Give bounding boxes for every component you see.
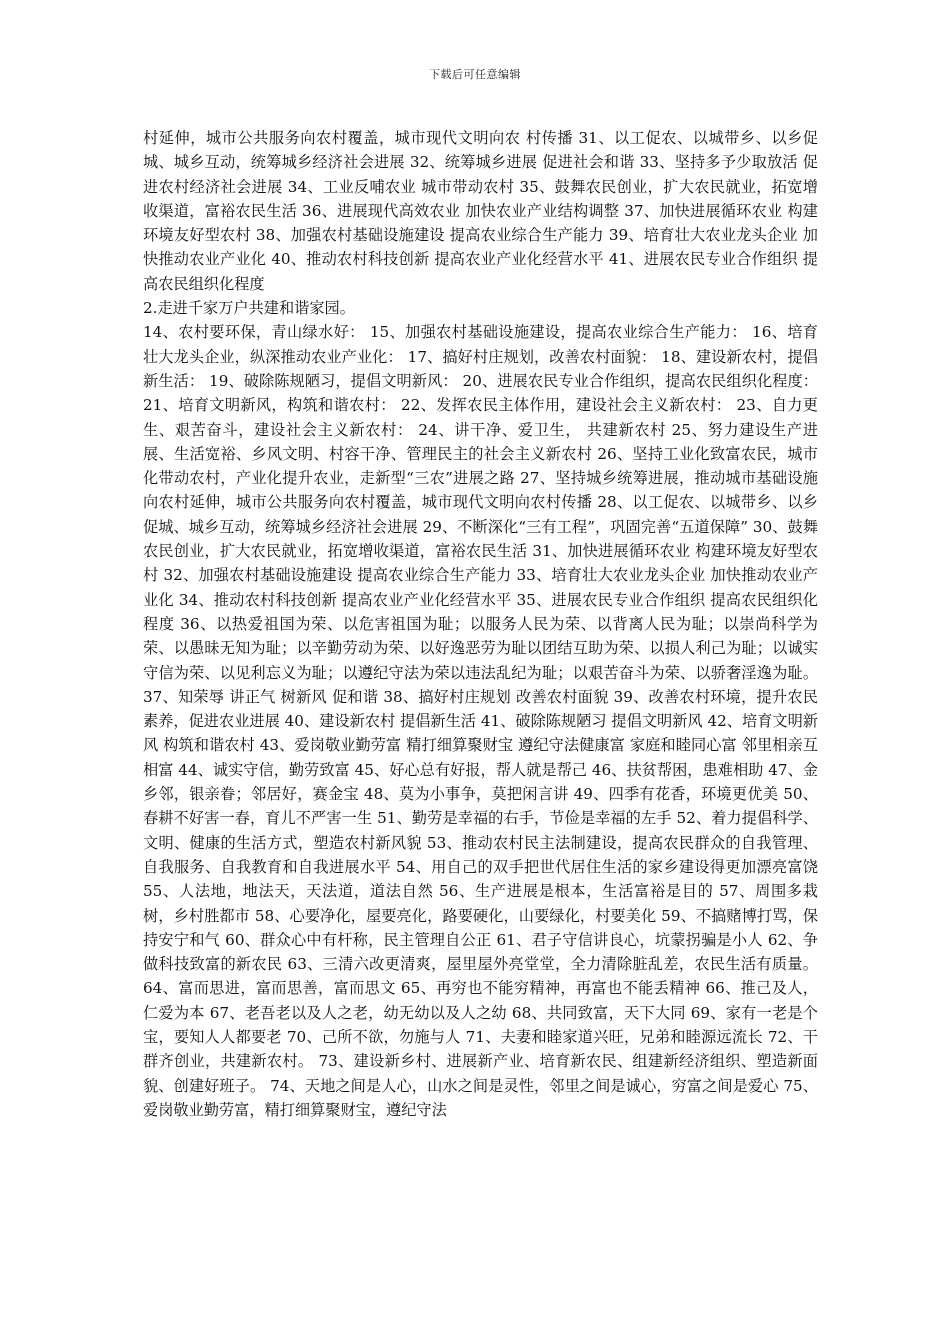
section-heading: 2.走进千家万户共建和谐家园。: [143, 299, 355, 318]
paragraph-slogans-list: 14、农村要环保，青山绿水好： 15、加强农村基础设施建设，提高农业综合生产能力： 16、培育壮大龙头企业，纵深推动农业产业化： 17、搞好村庄规划，改善农村面貌： 18、建设新农村，提倡新生活： 19、破除陈规陋习，提倡文明新风： 20、进展农民专业合作组织，提高农民组织化程度： 21、培育文明新风，构筑和谐农村： 22、发挥农民主体作用，建设社会主义新农村： 23、自力更生、艰苦奋斗，建设社会主义新农村： 24、讲干净、爱卫生， 共建新农村 25、努力建设生产进展、生活宽裕、乡风文明、村容干净、管理民主的社会主义新农村 26、坚持工业化致富农民，城市化带动农村，产业化提升农业，走新型“三农”进展之路 27、坚持城乡统筹进展，推动城市基础设施向农村延伸，城市公共服务向农村覆盖，城市现代文明向农村传播 28、以工促农、以城带乡、以乡促城、城乡互动，统筹城乡经济社会进展 29、不断深化“三有工程”，巩固完善“五道保障” 30、鼓舞农民创业，扩大农民就业，拓宽增收渠道，富裕农民生活 31、加快进展循环农业 构建环境友好型农村 32、加强农村基础设施建设 提高农业综合生产能力 33、培育壮大农业龙头企业 加快推动农业产业化 34、推动农村科技创新 提高农业产业化经营水平 35、进展农民专业合作组织 提高农民组织化程度 36、以热爱祖国为荣、以危害祖国为耻；以服务人民为荣、以背离人民为耻；以崇尚科学为荣、以愚昧无知为耻；以辛勤劳动为荣、以好逸恶劳为耻以团结互助为荣、以损人利己为耻；以诚实守信为荣、以见利忘义为耻；以遵纪守法为荣以违法乱纪为耻；以艰苦奋斗为荣、以骄奢淫逸为耻。 37、知荣辱 讲正气 树新风 促和谐 38、搞好村庄规划 改善农村面貌 39、改善农村环境，提升农民素养，促进农业进展 40、建设新农村 提倡新生活 41、破除陈规陋习 提倡文明新风 42、培育文明新风 构筑和谐农村 43、爱岗敬业勤劳富 精打细算聚财宝 遵纪守法健康富 家庭和睦同心富 邻里相亲互相富 44、诚实守信，勤劳致富 45、好心总有好报，帮人就是帮己 46、扶贫帮困，患难相助 47、金乡邻，银亲眷；邻居好，赛金宝 48、莫为小事争，莫把闲言讲 49、四季有花香，环境更优美 50、春耕不好害一春，育儿不严害一生 51、勤劳是幸福的右手，节俭是幸福的左手 52、着力提倡科学、文明、健康的生活方式，塑造农村新风貌 53、推动农村民主法制建设，提高农民群众的自我管理、自我服务、自我教育和自我进展水平 54、用自己的双手把世代居住生活的家乡建设得更加漂亮富饶 55、人法地，地法天，天法道，道法自然 56、生产进展是根本，生活富裕是目的 57、周围多栽树，乡村胜都市 58、心要净化，屋要亮化，路要硬化，山要绿化，村要美化 59、不搞赌博打骂，保持安宁和气 60、群众心中有杆称，民主管理自公正 61、君子守信讲良心，坑蒙拐骗是小人 62、争做科技致富的新农民 63、三清六改更清爽，屋里屋外亮堂堂，全力清除脏乱差，农民生活有质量。 64、富而思进，富而思善，富而思文 65、再穷也不能穷精神，再富也不能丢精神 66、推己及人，仁爱为本 67、老吾老以及人之老，幼无幼以及人之幼 68、共同致富，天下大同 69、家有一老是个宝，要知人人都要老 70、己所不欲，勿施与人 71、夫妻和睦家道兴旺，兄弟和睦源远流长 72、干群齐创业，共建新农村。 73、建设新乡村、进展新产业、培育新农民、组建新经济组织、塑造新面貌、创建好班子。 74、天地之间是人心，山水之间是灵性，邻里之间是诚心，穷富之间是爱心 75、爱岗敬业勤劳富，精打细算聚财宝，遵纪守法: [143, 323, 818, 1119]
page-header: 下载后可任意编辑: [429, 68, 521, 81]
paragraph-slogans-continued: 村延伸，城市公共服务向农村覆盖，城市现代文明向农 村传播 31、以工促农、以城带乡、以乡促城、城乡互动，统筹城乡经济社会进展 32、统筹城乡进展 促进社会和谐 33、坚持多予少取放活 促进农村经济社会进展 34、工业反哺农业 城市带动农村 35、鼓舞农民创业，扩大农民就业，拓宽增收渠道，富裕农民生活 36、进展现代高效农业 加快农业产业结构调整 37、加快进展循环农业 构建环境友好型农村 38、加强农村基础设施建设 提高农业综合生产能力 39、培育壮大农业龙头企业 加快推动农业产业化 40、推动农村科技创新 提高农业产业化经营水平 41、进展农民专业合作组织 提高农民组织化程度: [143, 129, 818, 293]
document-body: [143, 126, 818, 1122]
